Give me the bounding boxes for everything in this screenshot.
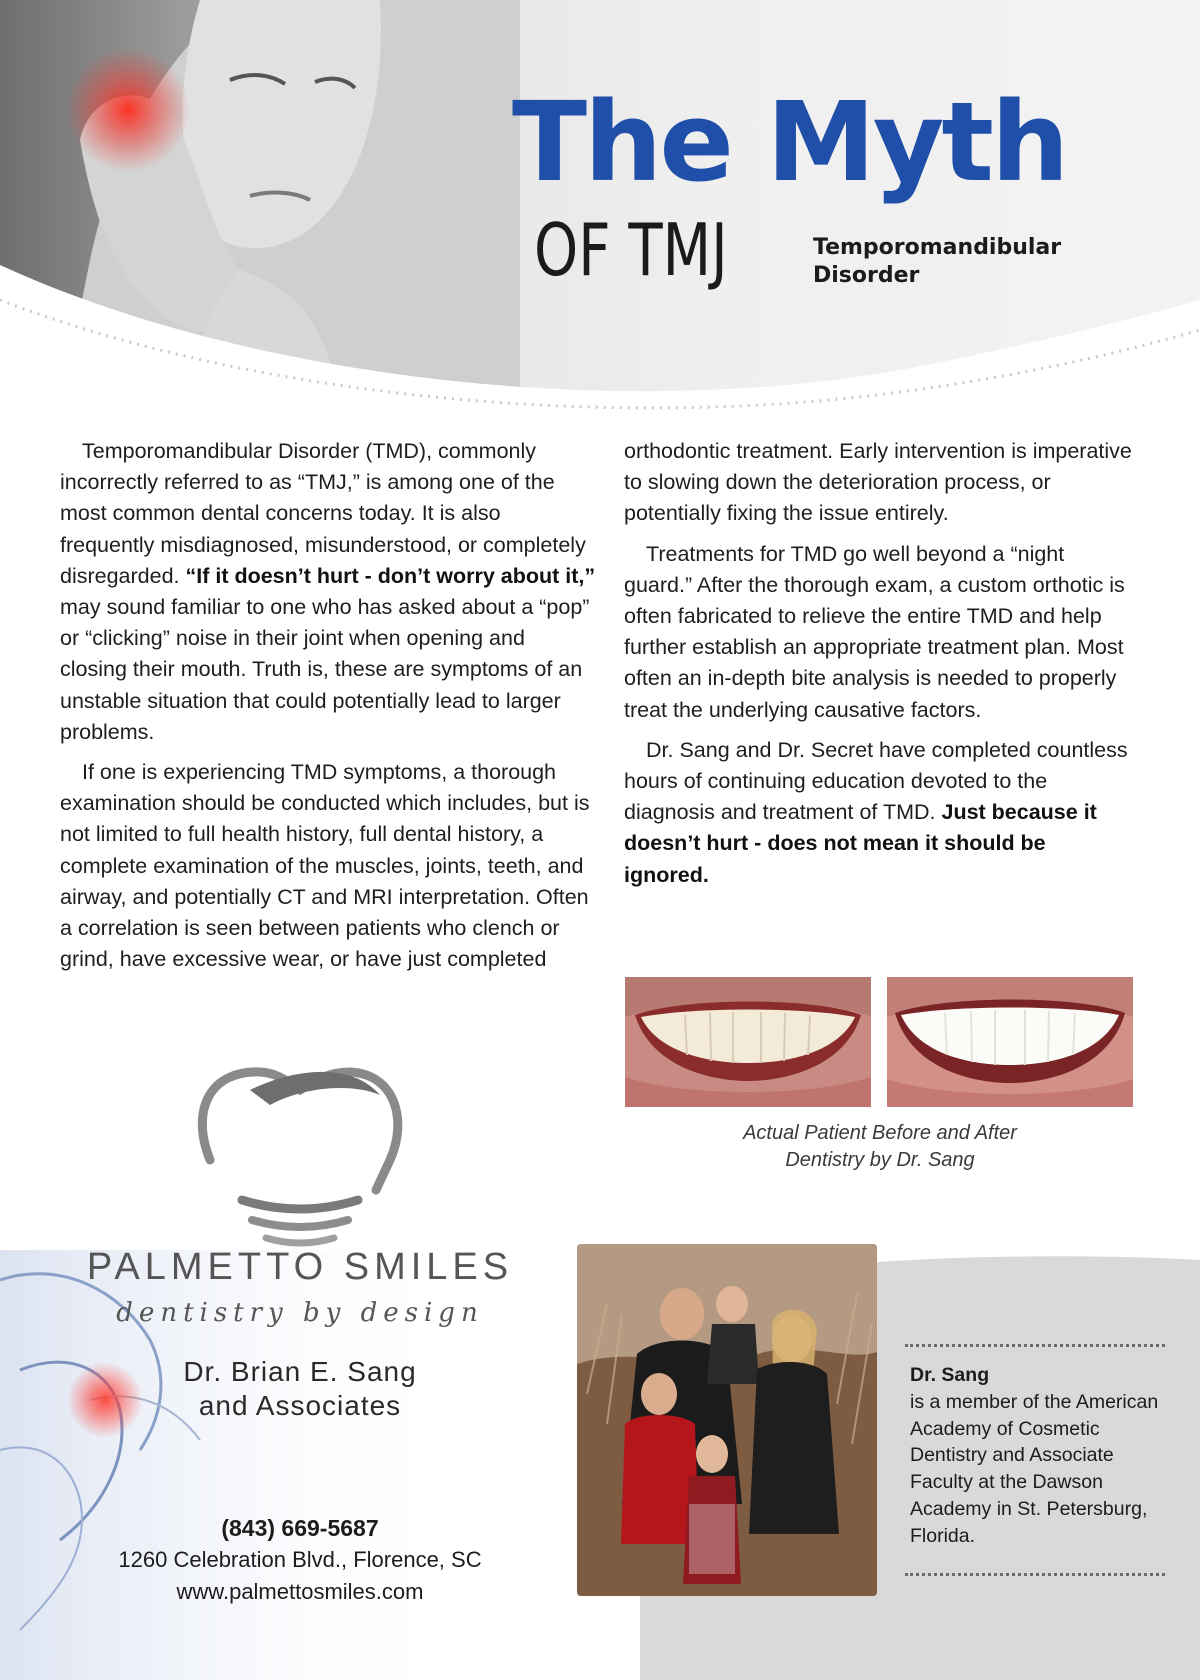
article-text: Dr. Sang and Dr. Secret have completed countless hours of continuing education devoted to the diagnosis and treatment of TMD.	[624, 737, 1128, 825]
article-column-left	[60, 436, 596, 984]
article-text: Temporomandibular Disorder (TMD), commonly incorrectly referred to as “TMJ,” is among one of the most common dental concerns today. It is also frequently misdiagnosed, misunderstood, or completely disregarded.	[60, 439, 586, 588]
after-smile-photo	[887, 977, 1133, 1107]
bio-name: Dr. Sang	[910, 1364, 990, 1386]
doctor-name	[60, 1355, 540, 1423]
article-paragraph	[60, 436, 596, 748]
article-emphasis: Just because it doesn’t hurt - does not mean it should be ignored.	[624, 800, 1097, 887]
before-smile-photo	[625, 977, 871, 1107]
article-text: may sound familiar to one who has asked about a “pop” or “clicking” noise in their joint when opening and closing their mouth. Truth is, these are symptoms of an unstable situation that could potentially lead to larger problems.	[60, 595, 590, 744]
doctor-name-line: Dr. Brian E. Sang	[183, 1356, 417, 1387]
bio-divider-bottom	[905, 1573, 1165, 1576]
title-main: The Myth	[512, 78, 1067, 206]
title-secondary: OF TMJ	[534, 208, 728, 292]
tooth-implant-logo-icon	[180, 1050, 420, 1250]
bio-text: is a member of the American Academy of Cosmetic Dentistry and Associate Faculty at the Dawson Academy in St. Petersburg, Florida.	[910, 1390, 1159, 1547]
article-paragraph: Treatments for TMD go well beyond a “night guard.” After the thorough exam, a custom orthotic is often fabricated to relieve the entire TMD and help further establish an appropriate treatment plan. Most often an in-depth bite analysis is needed to properly treat the underlying causative factors.	[624, 541, 1125, 722]
article-paragraph	[624, 735, 1136, 891]
practice-logo-tagline: dentistry by design	[116, 1298, 484, 1328]
title-subtitle: Temporomandibular Disorder	[813, 235, 1062, 288]
article-emphasis: “If it doesn’t hurt - don’t worry about it,”	[185, 563, 596, 588]
practice-phone: (843) 669-5687	[221, 1515, 379, 1541]
caption-line: Actual Patient Before and After	[743, 1122, 1017, 1144]
article-paragraph: orthodontic treatment. Early intervention is imperative to slowing down the deterioration process, or potentially fixing the issue entirely.	[624, 439, 1132, 526]
practice-address: 1260 Celebration Blvd., Florence, SC	[118, 1547, 482, 1572]
article-paragraph: If one is experiencing TMD symptoms, a thorough examination should be conducted which includes, but is not limited to full health history, full dental history, a complete examination of the muscles, joints, teeth, and airway, and potentially CT and MRI interpretation. Often a correlation is seen between patients who clench or grind, have excessive wear, or have just completed	[60, 760, 590, 972]
doctor-bio	[910, 1362, 1160, 1550]
bio-divider-top	[905, 1344, 1165, 1347]
practice-website: www.palmettosmiles.com	[176, 1579, 424, 1604]
practice-logo-name: PALMETTO SMILES	[86, 1246, 514, 1288]
doctor-family-photo	[577, 1244, 877, 1596]
doctor-name-line: and Associates	[198, 1390, 402, 1421]
header-banner	[0, 0, 1200, 410]
article-column-right	[624, 436, 1136, 900]
caption-line: Dentistry by Dr. Sang	[785, 1149, 975, 1171]
before-after-caption	[700, 1120, 1060, 1174]
